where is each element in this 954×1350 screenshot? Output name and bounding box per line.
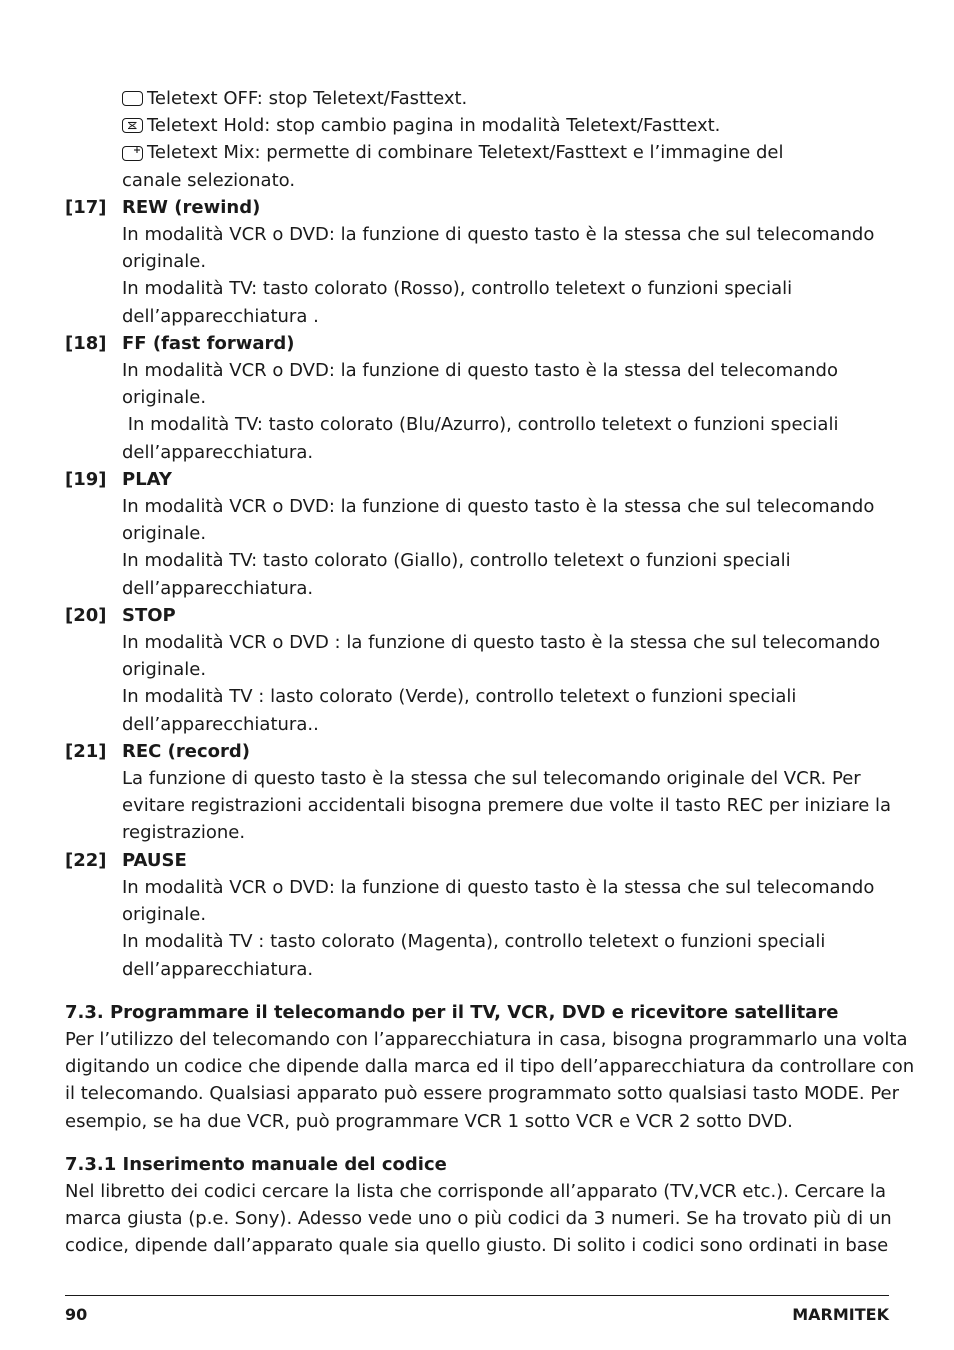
item-title: FF (fast forward) [122, 332, 295, 354]
item-text-line: evitare registrazioni accidentali bisogna premere due volte il tasto REC per iniziare la [122, 795, 892, 817]
item-heading [65, 194, 889, 221]
brand-name: MARMITEK [792, 1305, 889, 1324]
item-19 [65, 466, 889, 602]
item-22 [65, 847, 889, 983]
item-title: REW (rewind) [122, 196, 261, 218]
item-heading [65, 738, 889, 765]
item-text-line: dell’apparecchiatura.. [122, 713, 319, 735]
teletext-block [65, 85, 889, 194]
teletext-off-icon [122, 91, 143, 106]
item-text-line: In modalità VCR o DVD: la funzione di questo tasto è la stessa che sul telecomando [122, 224, 875, 246]
item-heading [65, 847, 889, 874]
page-number: 90 [65, 1305, 88, 1324]
footer-divider [65, 1295, 889, 1296]
item-text-line: In modalità TV: tasto colorato (Blu/Azurro), controllo teletext o funzioni speciali [122, 414, 839, 436]
teletext-off-line [122, 85, 889, 112]
section-title: 7.3.1 Inserimento manuale del codice [65, 1153, 447, 1175]
item-title: STOP [122, 604, 176, 626]
paragraph-line: digitando un codice che dipende dalla marca ed il tipo dell’apparecchiatura da controllare con [65, 1056, 915, 1078]
paragraph-line: Per l’utilizzo del telecomando con l’apparecchiatura in casa, bisogna programmarlo una volta [65, 1028, 908, 1050]
paragraph-line: il telecomando. Qualsiasi apparato può essere programmato sotto qualsiasi tasto MODE. Per [65, 1083, 900, 1105]
teletext-hold-icon [122, 118, 143, 133]
section-7-3-1 [65, 1151, 892, 1260]
teletext-hold-line [122, 112, 889, 139]
section-title: 7.3. Programmare il telecomando per il TV, VCR, DVD e ricevitore satellitare [65, 1001, 839, 1023]
paragraph-line: esempio, se ha due VCR, può programmare VCR 1 sotto VCR e VCR 2 sotto DVD. [65, 1110, 793, 1132]
paragraph-line: marca giusta (p.e. Sony). Adesso vede uno o più codici da 3 numeri. Se ha trovato più di un [65, 1208, 892, 1230]
teletext-mix-line [122, 139, 889, 166]
teletext-mix-icon [122, 146, 143, 161]
item-heading [65, 466, 889, 493]
item-number: [19] [65, 468, 107, 490]
item-text-line: In modalità VCR o DVD: la funzione di questo tasto è la stessa che sul telecomando [122, 876, 875, 898]
item-text-line: In modalità VCR o DVD: la funzione di questo tasto è la stessa che sul telecomando [122, 496, 875, 518]
spacer [65, 1135, 889, 1151]
item-text-line: In modalità TV : tasto colorato (Magenta), controllo teletext o funzioni speciali [122, 931, 826, 953]
item-text-line: In modalità TV: tasto colorato (Giallo), controllo teletext o funzioni speciali [122, 550, 791, 572]
page-content [65, 85, 915, 1260]
item-18 [65, 330, 889, 466]
item-number: [22] [65, 849, 107, 871]
teletext-mix-continuation: canale selezionato. [122, 169, 296, 191]
teletext-hold-text: Teletext Hold: stop cambio pagina in modalità Teletext/Fasttext. [147, 115, 721, 137]
item-text-line: dell’apparecchiatura. [122, 958, 314, 980]
teletext-off-text: Teletext OFF: stop Teletext/Fasttext. [147, 88, 468, 109]
item-text-line: originale. [122, 904, 207, 926]
teletext-mix-text: Teletext Mix: permette di combinare Teletext/Fasttext e l’immagine del [147, 142, 784, 164]
item-text-line: originale. [122, 251, 207, 273]
item-number: [18] [65, 332, 107, 354]
item-text-line: originale. [122, 659, 207, 681]
item-title: REC (record) [122, 740, 250, 762]
item-text-line: In modalità VCR o DVD: la funzione di questo tasto è la stessa del telecomando [122, 360, 838, 382]
item-number: [17] [65, 196, 107, 218]
item-number: [20] [65, 604, 107, 626]
footer-row [65, 1305, 889, 1324]
item-20 [65, 602, 889, 738]
item-text-line: originale. [122, 523, 207, 545]
item-text-line: In modalità TV : lasto colorato (Verde), controllo teletext o funzioni speciali [122, 686, 797, 708]
item-21 [65, 738, 892, 847]
item-text-line: dell’apparecchiatura. [122, 441, 314, 463]
item-text-line: In modalità VCR o DVD : la funzione di questo tasto è la stessa che sul telecomando [122, 632, 881, 654]
item-text-line: dell’apparecchiatura. [122, 577, 314, 599]
item-text-line: dell’apparecchiatura . [122, 305, 319, 327]
item-17 [65, 194, 889, 330]
item-text-line: originale. [122, 387, 207, 409]
paragraph-line: Nel libretto dei codici cercare la lista che corrisponde all’apparato (TV,VCR etc.). Cercare la [65, 1180, 887, 1202]
item-heading [65, 330, 889, 357]
paragraph-line: codice, dipende dall’apparato quale sia quello giusto. Di solito i codici sono ordinati in base [65, 1235, 889, 1257]
item-number: [21] [65, 740, 107, 762]
page-footer [65, 1295, 889, 1324]
spacer [65, 983, 889, 999]
item-text-line: In modalità TV: tasto colorato (Rosso), controllo teletext o funzioni speciali [122, 278, 793, 300]
section-7-3 [65, 999, 915, 1135]
item-heading [65, 602, 889, 629]
item-title: PLAY [122, 468, 172, 490]
item-text-line: registrazione. [122, 822, 246, 844]
item-title: PAUSE [122, 849, 187, 871]
item-text-line: La funzione di questo tasto è la stessa che sul telecomando originale del VCR. Per [122, 768, 861, 790]
